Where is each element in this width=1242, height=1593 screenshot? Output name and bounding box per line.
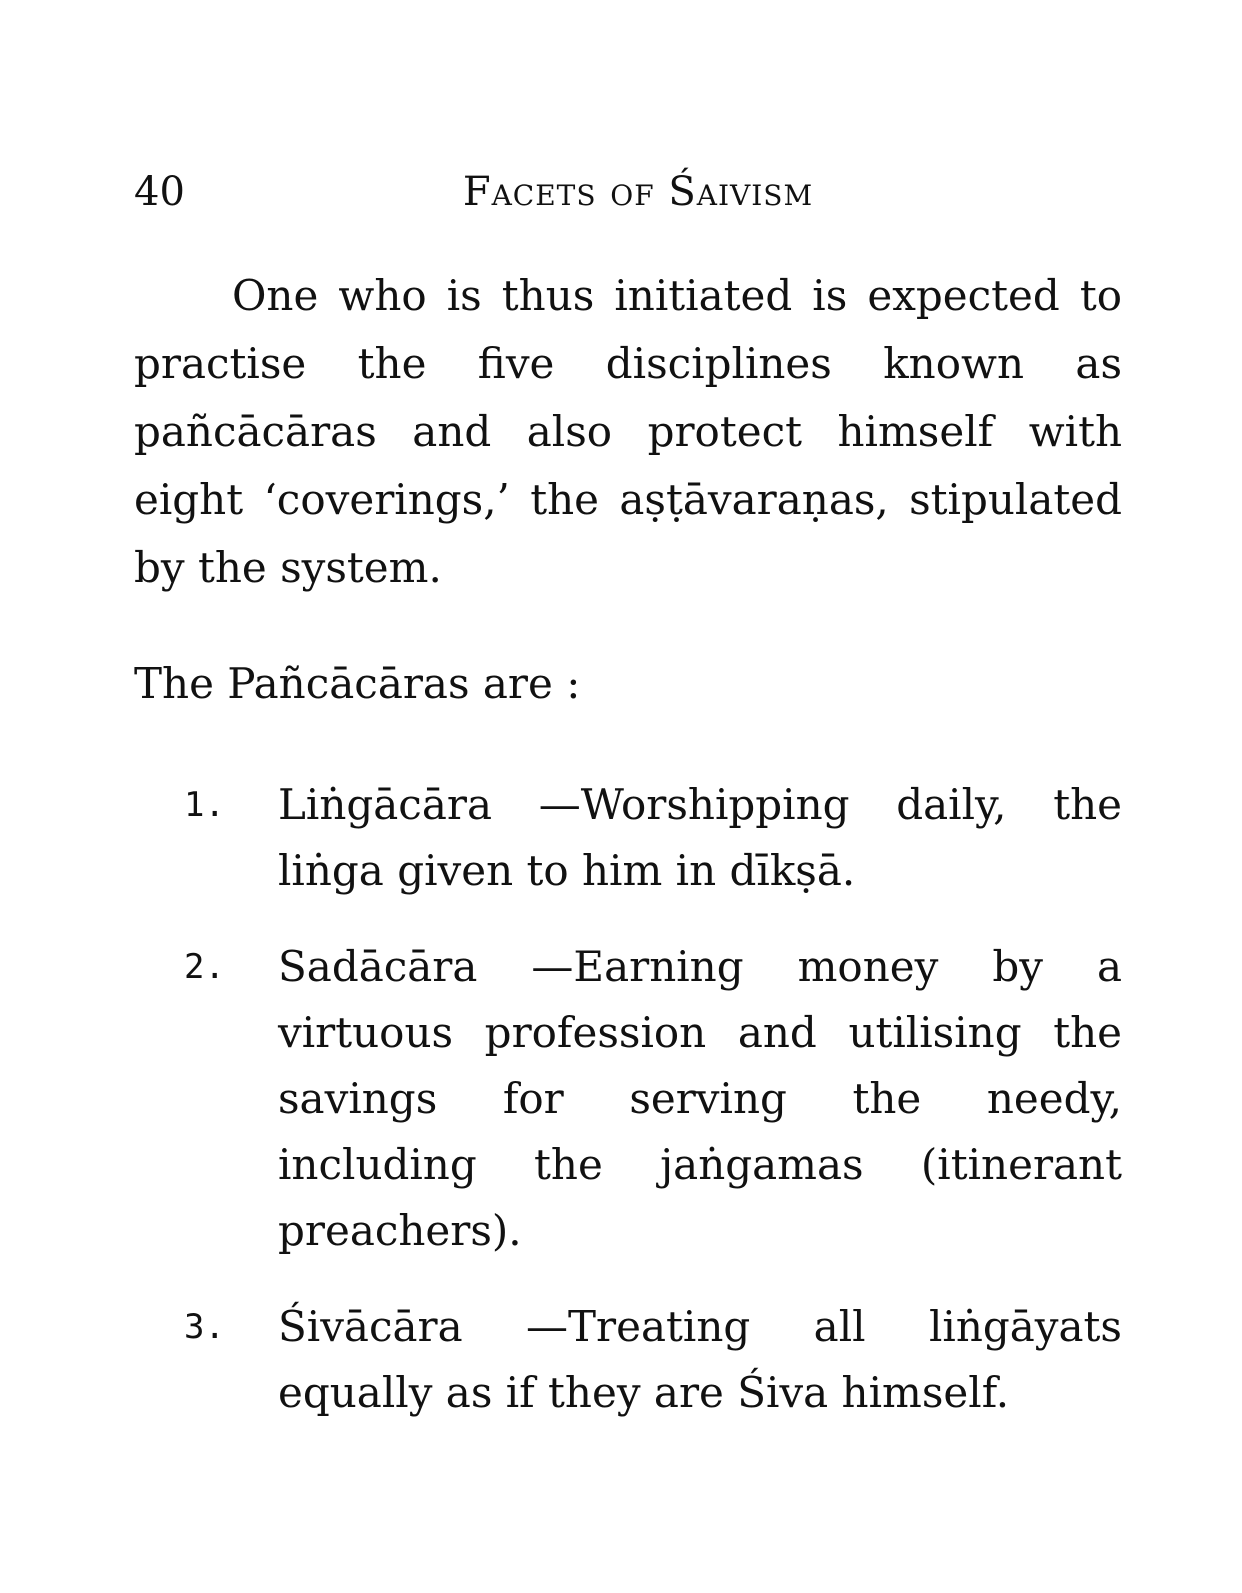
item-term: Sadācāra xyxy=(278,942,478,991)
page-header xyxy=(134,162,1122,222)
item-text: —Treating all liṅgāyats equally as if they are Śiva himself. xyxy=(278,1302,1122,1417)
item-number: 2. xyxy=(184,947,225,987)
pancacara-list xyxy=(134,772,1122,1456)
list-intro: The Pañcācāras are : xyxy=(134,659,581,708)
list-item xyxy=(134,772,1122,904)
item-term: Śivācāra xyxy=(278,1302,463,1351)
list-item xyxy=(134,934,1122,1264)
page-number: 40 xyxy=(134,169,185,215)
body-paragraph: One who is thus initiated is expected to practise the five disciplines known as pañcācāras and also protect himself with eight ‘coverings,’ the aṣṭāvaraṇas, stipulated by the system. xyxy=(134,271,1122,592)
item-text: —Worshipping daily, the liṅga given to him in dīkṣā. xyxy=(278,780,1122,895)
item-text: —Earning money by a virtuous profession and utilising the savings for serving the needy, including the jaṅgamas (itinerant preachers). xyxy=(278,942,1122,1255)
item-number: 1. xyxy=(184,785,225,825)
item-number: 3. xyxy=(184,1307,225,1347)
running-title: Facets of Śaivism xyxy=(462,169,814,215)
list-item xyxy=(134,1294,1122,1426)
item-term: Liṅgācāra xyxy=(278,780,492,829)
